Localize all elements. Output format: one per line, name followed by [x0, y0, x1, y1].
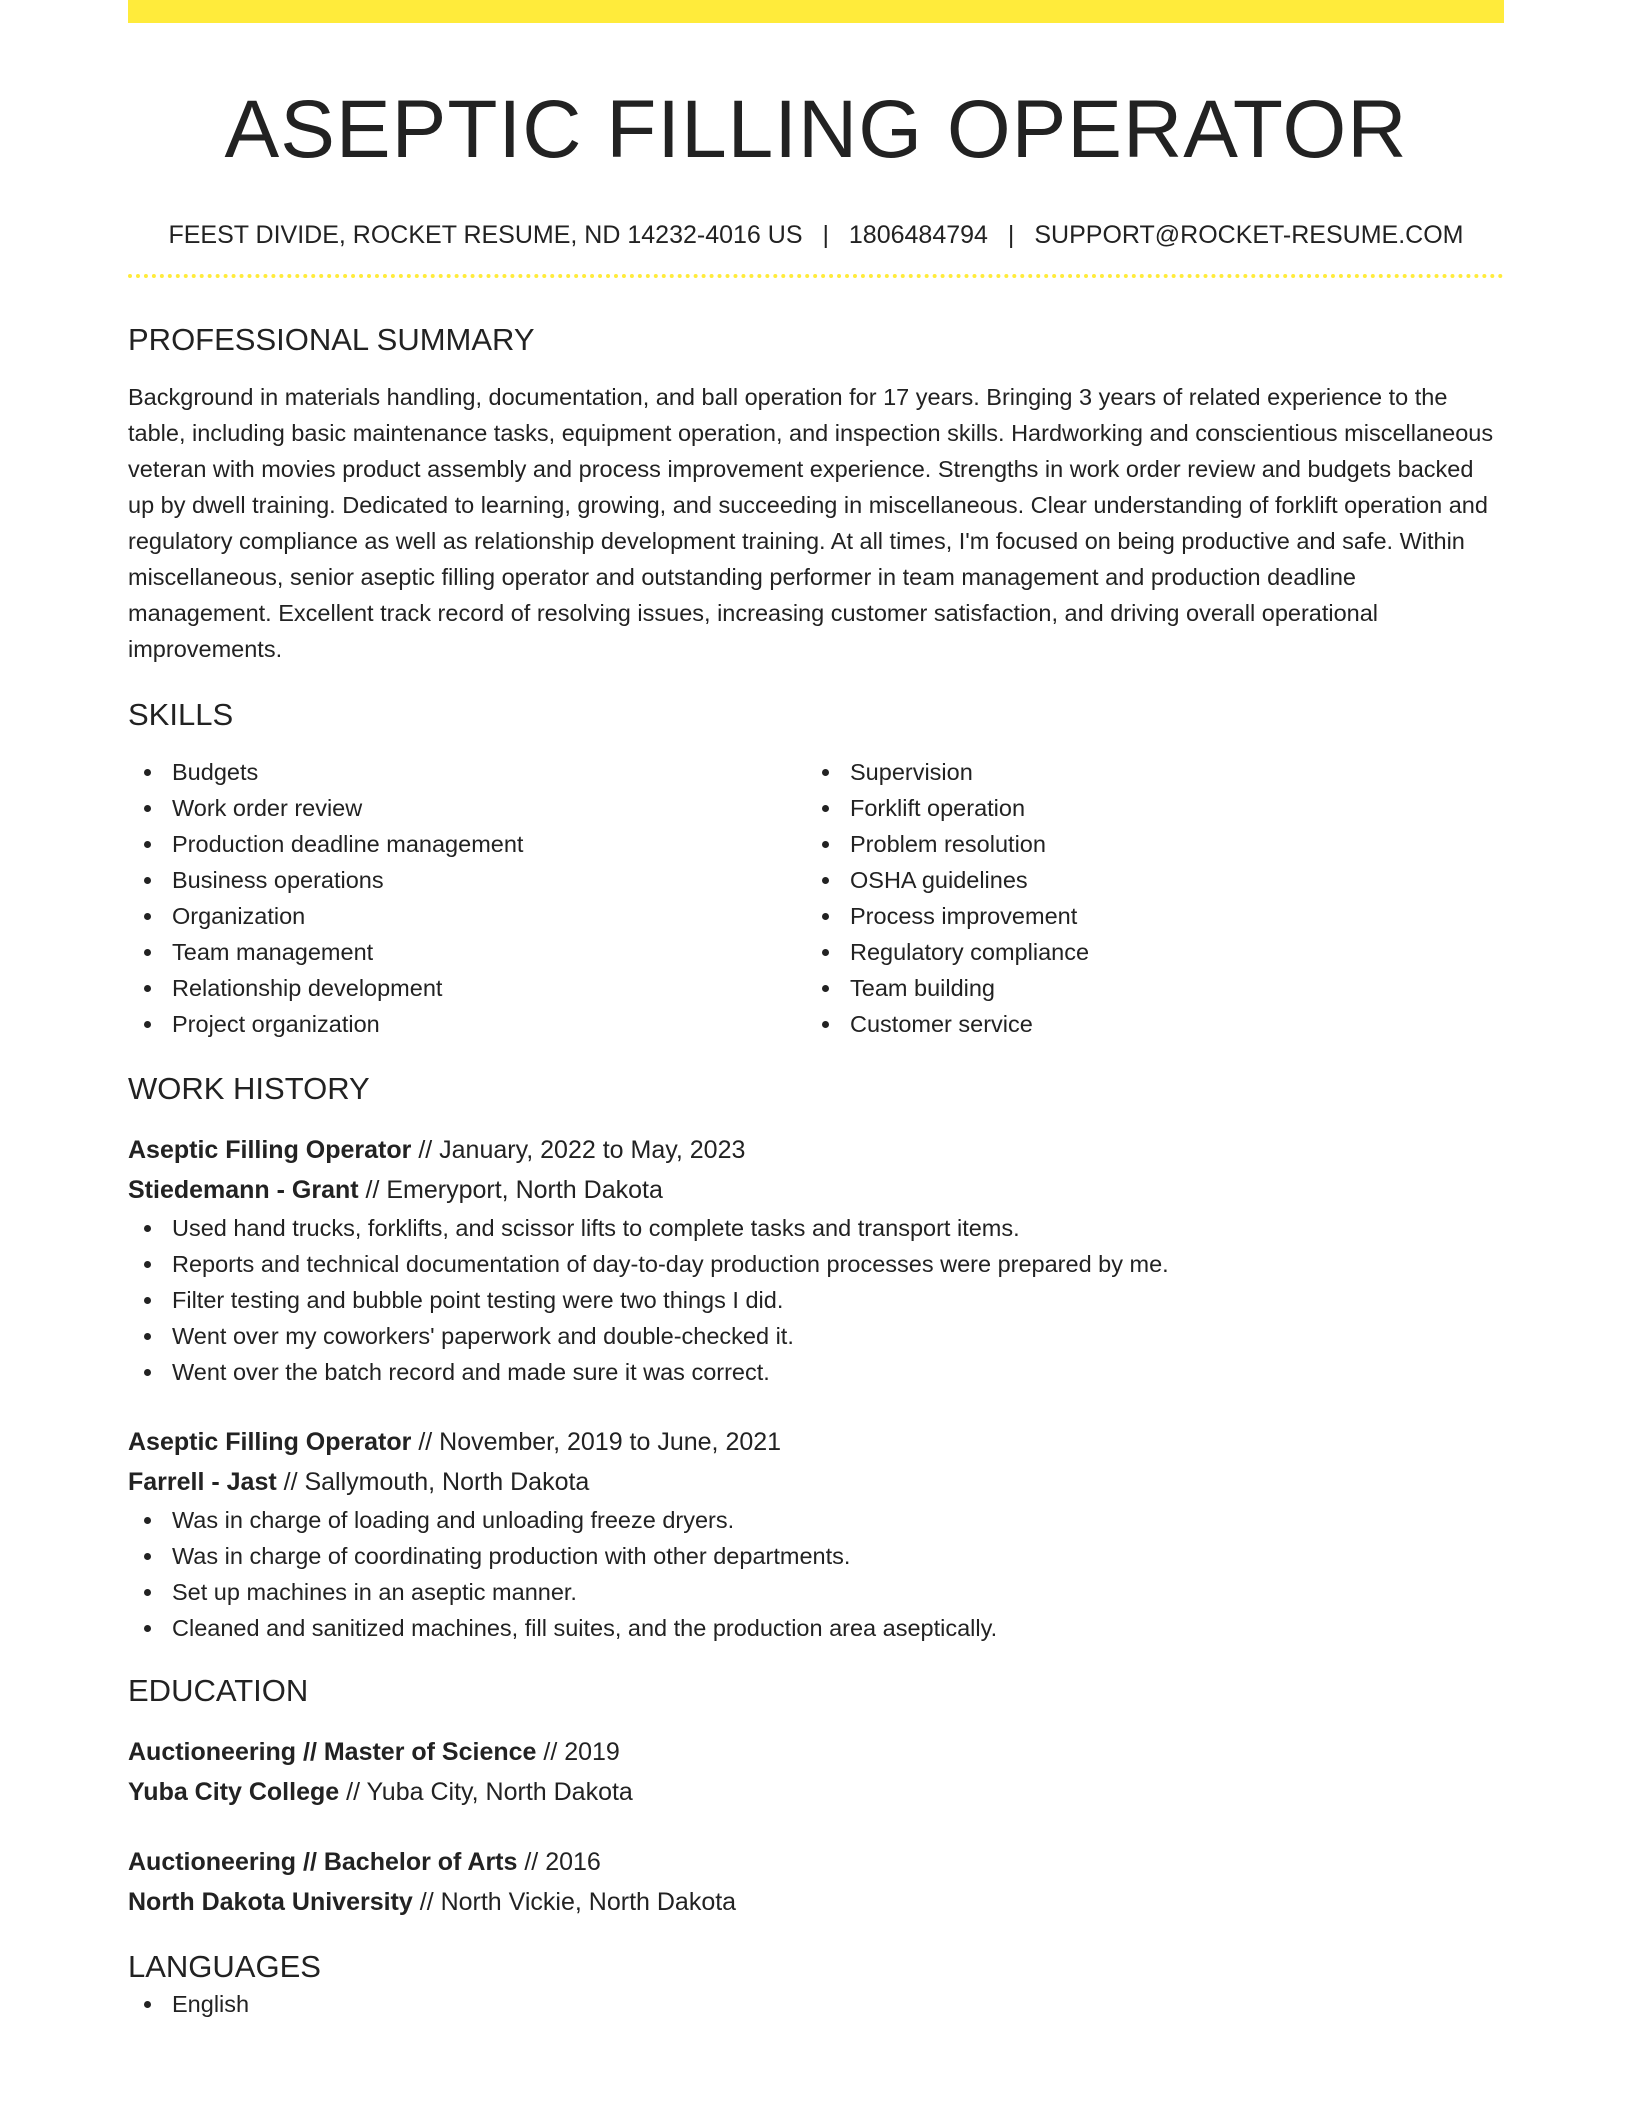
contact-separator: | [1007, 221, 1015, 249]
languages-heading: LANGUAGES [128, 1949, 321, 1984]
job-duty: Set up machines in an aseptic manner. [128, 1574, 1504, 1610]
job-location: // Sallymouth, North Dakota [276, 1468, 590, 1496]
school-line [128, 1882, 1504, 1922]
job-duty: Reports and technical documentation of day-to-day production processes were prepared by me. [128, 1246, 1504, 1282]
summary-text: Background in materials handling, documentation, and ball operation for 17 years. Bringing 3 years of related experience to the table, including basic maintenance tasks, equipment operation, and inspection skills. Hardworking and conscientious miscellaneous veteran with movies product assembly and process improvement experience. Strengths in work order review and budgets backed up by dwell training. Dedicated to learning, growing, and succeeding in miscellaneous. Clear understanding of forklift operation and regulatory compliance as well as relationship development training. At all times, I'm focused on being productive and safe. Within miscellaneous, senior aseptic filling operator and outstanding performer in team management and production deadline management. Excellent track record of resolving issues, increasing customer satisfaction, and driving overall operational improvements. [128, 384, 1494, 662]
skills-heading: SKILLS [128, 697, 234, 732]
job-duty: Used hand trucks, forklifts, and scissor lifts to complete tasks and transport items. [128, 1210, 1504, 1246]
skill-item: Problem resolution [806, 826, 1484, 862]
education-section [128, 1672, 1504, 1922]
summary-section [128, 321, 1504, 667]
job-company-line [128, 1170, 1504, 1210]
school-location: // Yuba City, North Dakota [339, 1778, 633, 1806]
skill-item: Organization [128, 898, 806, 934]
school-line [128, 1772, 1504, 1812]
contact-address: FEEST DIVIDE, ROCKET RESUME, ND 14232-4016 US [168, 221, 803, 249]
job-duty: Filter testing and bubble point testing were two things I did. [128, 1282, 1504, 1318]
school-name: North Dakota University [128, 1888, 413, 1916]
skill-item: Relationship development [128, 970, 806, 1006]
degree-line [128, 1842, 1504, 1882]
skill-item: Forklift operation [806, 790, 1484, 826]
education-entry [128, 1732, 1504, 1812]
skill-item: Project organization [128, 1006, 806, 1042]
school-name: Yuba City College [128, 1778, 340, 1806]
contact-separator: | [822, 221, 829, 249]
skill-item: Business operations [128, 862, 806, 898]
job-company: Stiedemann - Grant [128, 1176, 359, 1204]
job-company: Farrell - Jast [128, 1468, 277, 1496]
contact-phone: 1806484794 [848, 221, 988, 249]
work-history-heading: WORK HISTORY [128, 1071, 370, 1106]
skill-item: Work order review [128, 790, 806, 826]
education-heading: EDUCATION [128, 1673, 309, 1708]
skills-columns [128, 754, 1504, 1042]
job-title-line [128, 1130, 1504, 1170]
skill-item: Budgets [128, 754, 806, 790]
job-entry [128, 1130, 1504, 1390]
resume-title: ASEPTIC FILLING OPERATOR [224, 84, 1408, 175]
skills-list-left [128, 754, 806, 1042]
skill-item: Team building [806, 970, 1484, 1006]
degree-year: // 2016 [517, 1848, 601, 1876]
work-history-section [128, 1070, 1504, 1646]
skills-section [128, 696, 1504, 1042]
degree-year: // 2019 [536, 1738, 620, 1766]
job-title-line [128, 1422, 1504, 1462]
job-duties-list [128, 1210, 1504, 1390]
job-duty: Cleaned and sanitized machines, fill suites, and the production area aseptically. [128, 1610, 1504, 1646]
job-entry [128, 1422, 1504, 1646]
skill-item: OSHA guidelines [806, 862, 1484, 898]
degree: Auctioneering // Master of Science [128, 1738, 537, 1766]
languages-list [128, 1986, 1504, 2022]
job-location: // Emeryport, North Dakota [358, 1176, 663, 1204]
education-entry [128, 1842, 1504, 1922]
contact-email: SUPPORT@ROCKET-RESUME.COM [1034, 221, 1464, 249]
job-dates: // January, 2022 to May, 2023 [411, 1136, 746, 1164]
job-dates: // November, 2019 to June, 2021 [411, 1428, 782, 1456]
job-title: Aseptic Filling Operator [128, 1428, 412, 1456]
job-title: Aseptic Filling Operator [128, 1136, 412, 1164]
job-duties-list [128, 1502, 1504, 1646]
job-duty: Was in charge of loading and unloading freeze dryers. [128, 1502, 1504, 1538]
job-duty: Went over the batch record and made sure it was correct. [128, 1354, 1504, 1390]
header-divider [128, 274, 1504, 278]
school-location: // North Vickie, North Dakota [412, 1888, 737, 1916]
skill-item: Customer service [806, 1006, 1484, 1042]
degree: Auctioneering // Bachelor of Arts [128, 1848, 518, 1876]
skill-item: Regulatory compliance [806, 934, 1484, 970]
skill-item: Production deadline management [128, 826, 806, 862]
degree-line [128, 1732, 1504, 1772]
languages-section [128, 1948, 1504, 2022]
job-duty: Went over my coworkers' paperwork and double-checked it. [128, 1318, 1504, 1354]
resume-content [128, 0, 1504, 2022]
skill-item: Supervision [806, 754, 1484, 790]
skill-item: Process improvement [806, 898, 1484, 934]
contact-line [128, 220, 1504, 250]
job-company-line [128, 1462, 1504, 1502]
job-duty: Was in charge of coordinating production with other departments. [128, 1538, 1504, 1574]
skill-item: Team management [128, 934, 806, 970]
skills-list-right [806, 754, 1484, 1042]
language-item: English [128, 1986, 1504, 2022]
summary-heading: PROFESSIONAL SUMMARY [128, 322, 535, 357]
